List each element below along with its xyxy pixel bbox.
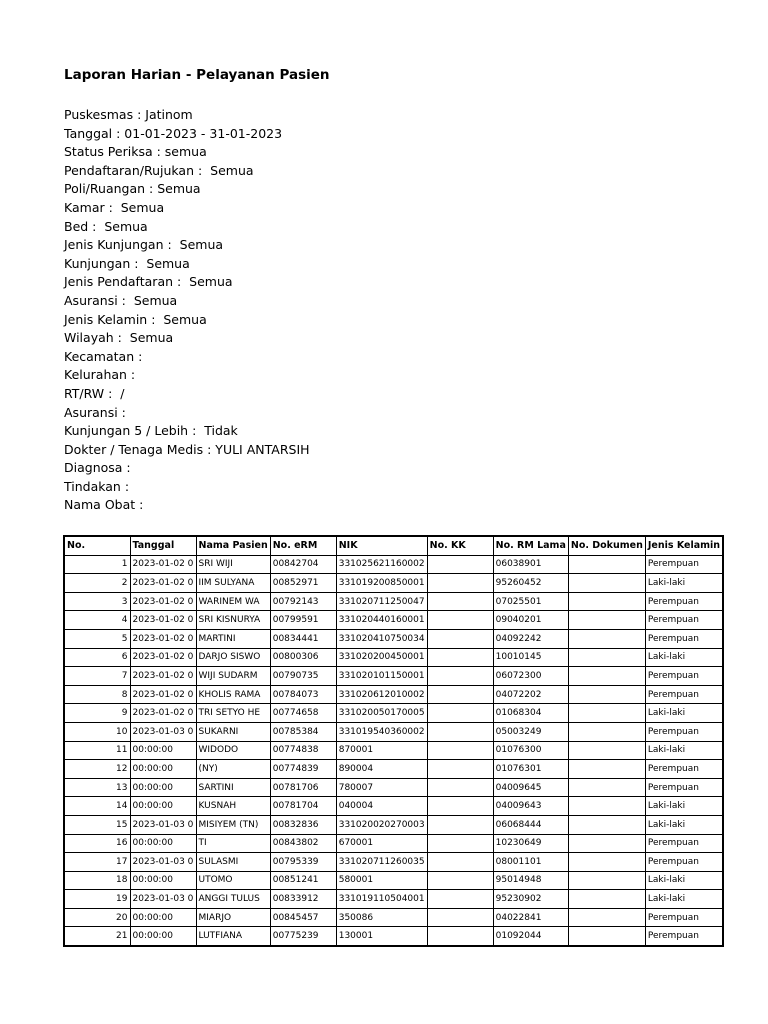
cell-no: 21	[64, 927, 130, 946]
cell-no-rm-lama: 06038901	[493, 555, 568, 574]
cell-no-rm-lama: 01068304	[493, 704, 568, 723]
table-row	[64, 629, 723, 648]
filter-nama-obat: Nama Obat :	[64, 497, 144, 513]
filter-kunjungan-5-lebih: Kunjungan 5 / Lebih : Tidak	[64, 423, 238, 439]
cell-nik: 040004	[336, 797, 427, 816]
cell-jenis-kelamin: Laki-laki	[645, 648, 723, 667]
cell-nama-pasien: TI	[196, 834, 270, 853]
cell-jenis-kelamin: Perempuan	[645, 667, 723, 686]
cell-tanggal: 2023-01-03 0	[130, 890, 196, 909]
filter-wilayah: Wilayah : Semua	[64, 330, 174, 346]
cell-no-kk	[427, 815, 493, 834]
cell-nama-pasien: LUTFIANA	[196, 927, 270, 946]
cell-jenis-kelamin: Perempuan	[645, 853, 723, 872]
header-no-dokumen: No. Dokumen	[568, 536, 645, 555]
cell-no-rm-lama: 95230902	[493, 890, 568, 909]
cell-no-kk	[427, 778, 493, 797]
cell-no-kk	[427, 592, 493, 611]
table-row	[64, 667, 723, 686]
cell-jenis-kelamin: Perempuan	[645, 722, 723, 741]
cell-no: 5	[64, 629, 130, 648]
cell-no-rm-lama: 10010145	[493, 648, 568, 667]
cell-nama-pasien: (NY)	[196, 760, 270, 779]
cell-no-dokumen	[568, 927, 645, 946]
filter-rt-rw: RT/RW : /	[64, 385, 125, 401]
cell-no-kk	[427, 574, 493, 593]
cell-nik: 331025621160002	[336, 555, 427, 574]
cell-no-erm: 00843802	[270, 834, 336, 853]
cell-no-rm-lama: 01092044	[493, 927, 568, 946]
cell-nama-pasien: WIJI SUDARM	[196, 667, 270, 686]
cell-nik: 350086	[336, 908, 427, 927]
table-row	[64, 871, 723, 890]
cell-nama-pasien: DARJO SISWO	[196, 648, 270, 667]
cell-tanggal: 2023-01-03 0	[130, 853, 196, 872]
cell-nama-pasien: SUKARNI	[196, 722, 270, 741]
cell-no-dokumen	[568, 667, 645, 686]
cell-no-kk	[427, 704, 493, 723]
cell-no-rm-lama: 01076300	[493, 741, 568, 760]
cell-no-erm: 00800306	[270, 648, 336, 667]
cell-no-rm-lama: 07025501	[493, 592, 568, 611]
cell-no-dokumen	[568, 797, 645, 816]
cell-no-erm: 00775239	[270, 927, 336, 946]
table-row	[64, 927, 723, 946]
cell-tanggal: 2023-01-03 0	[130, 815, 196, 834]
cell-no-erm: 00781706	[270, 778, 336, 797]
cell-jenis-kelamin: Laki-laki	[645, 871, 723, 890]
cell-jenis-kelamin: Perempuan	[645, 927, 723, 946]
cell-no-dokumen	[568, 722, 645, 741]
filter-kecamatan: Kecamatan :	[64, 348, 143, 364]
cell-no: 12	[64, 760, 130, 779]
cell-no-erm: 00842704	[270, 555, 336, 574]
cell-no-rm-lama: 04022841	[493, 908, 568, 927]
cell-nama-pasien: IIM SULYANA	[196, 574, 270, 593]
cell-no-erm: 00785384	[270, 722, 336, 741]
cell-no: 1	[64, 555, 130, 574]
cell-nik: 890004	[336, 760, 427, 779]
cell-no-rm-lama: 01076301	[493, 760, 568, 779]
cell-jenis-kelamin: Laki-laki	[645, 704, 723, 723]
filter-jenis-kelamin: Jenis Kelamin : Semua	[64, 311, 207, 327]
cell-no: 19	[64, 890, 130, 909]
cell-tanggal: 2023-01-02 0	[130, 704, 196, 723]
table-row	[64, 555, 723, 574]
cell-nik: 331020440160001	[336, 611, 427, 630]
cell-nik: 670001	[336, 834, 427, 853]
filter-dokter: Dokter / Tenaga Medis : YULI ANTARSIH	[64, 441, 310, 457]
cell-no-dokumen	[568, 648, 645, 667]
cell-no-dokumen	[568, 890, 645, 909]
cell-tanggal: 2023-01-02 0	[130, 667, 196, 686]
cell-no-rm-lama: 04072202	[493, 685, 568, 704]
cell-no-dokumen	[568, 574, 645, 593]
cell-no-erm: 00774838	[270, 741, 336, 760]
cell-nama-pasien: TRI SETYO HE	[196, 704, 270, 723]
cell-no: 10	[64, 722, 130, 741]
cell-no: 9	[64, 704, 130, 723]
cell-no-dokumen	[568, 834, 645, 853]
cell-nik: 580001	[336, 871, 427, 890]
cell-jenis-kelamin: Laki-laki	[645, 741, 723, 760]
report-filters	[64, 106, 310, 515]
filter-tanggal: Tanggal : 01-01-2023 - 31-01-2023	[64, 125, 283, 141]
cell-tanggal: 00:00:00	[130, 778, 196, 797]
cell-jenis-kelamin: Laki-laki	[645, 797, 723, 816]
filter-kamar: Kamar : Semua	[64, 199, 165, 215]
table-row	[64, 611, 723, 630]
cell-nik: 331020612010002	[336, 685, 427, 704]
cell-nama-pasien: KHOLIS RAMA	[196, 685, 270, 704]
cell-nama-pasien: MIARJO	[196, 908, 270, 927]
cell-no-erm: 00795339	[270, 853, 336, 872]
header-nik: NIK	[336, 536, 427, 555]
cell-no-kk	[427, 667, 493, 686]
header-nama-pasien: Nama Pasien	[196, 536, 270, 555]
cell-nik: 331020410750034	[336, 629, 427, 648]
cell-jenis-kelamin: Laki-laki	[645, 815, 723, 834]
cell-no-dokumen	[568, 760, 645, 779]
cell-no: 7	[64, 667, 130, 686]
cell-nik: 331020050170005	[336, 704, 427, 723]
cell-tanggal: 2023-01-02 0	[130, 574, 196, 593]
cell-no-dokumen	[568, 555, 645, 574]
cell-tanggal: 2023-01-02 0	[130, 592, 196, 611]
cell-nama-pasien: KUSNAH	[196, 797, 270, 816]
cell-no-kk	[427, 629, 493, 648]
cell-no: 11	[64, 741, 130, 760]
filter-kunjungan: Kunjungan : Semua	[64, 255, 190, 271]
filter-tindakan: Tindakan :	[64, 478, 130, 494]
cell-nama-pasien: WIDODO	[196, 741, 270, 760]
cell-tanggal: 2023-01-02 0	[130, 611, 196, 630]
filter-diagnosa: Diagnosa :	[64, 460, 131, 476]
cell-jenis-kelamin: Perempuan	[645, 555, 723, 574]
filter-kelurahan: Kelurahan :	[64, 367, 136, 383]
cell-no-erm: 00851241	[270, 871, 336, 890]
cell-no-dokumen	[568, 871, 645, 890]
cell-jenis-kelamin: Laki-laki	[645, 890, 723, 909]
patient-table	[63, 535, 724, 947]
cell-nama-pasien: ANGGI TULUS	[196, 890, 270, 909]
cell-no-dokumen	[568, 741, 645, 760]
cell-tanggal: 00:00:00	[130, 927, 196, 946]
cell-no-dokumen	[568, 611, 645, 630]
filter-asuransi-2: Asuransi :	[64, 404, 126, 420]
table-row	[64, 741, 723, 760]
cell-no: 8	[64, 685, 130, 704]
cell-no-erm: 00834441	[270, 629, 336, 648]
cell-no-dokumen	[568, 704, 645, 723]
cell-tanggal: 2023-01-02 0	[130, 648, 196, 667]
cell-nama-pasien: UTOMO	[196, 871, 270, 890]
cell-no-rm-lama: 06072300	[493, 667, 568, 686]
cell-no-dokumen	[568, 908, 645, 927]
cell-no-erm: 00790735	[270, 667, 336, 686]
cell-no-kk	[427, 648, 493, 667]
cell-nama-pasien: MISIYEM (TN)	[196, 815, 270, 834]
cell-jenis-kelamin: Perempuan	[645, 629, 723, 648]
filter-jenis-pendaftaran: Jenis Pendaftaran : Semua	[64, 274, 233, 290]
filter-status-periksa: Status Periksa : semua	[64, 144, 207, 160]
cell-no-kk	[427, 797, 493, 816]
table-row	[64, 853, 723, 872]
cell-nik: 780007	[336, 778, 427, 797]
header-no-kk: No. KK	[427, 536, 493, 555]
cell-nik: 870001	[336, 741, 427, 760]
cell-jenis-kelamin: Perempuan	[645, 592, 723, 611]
cell-jenis-kelamin: Perempuan	[645, 685, 723, 704]
cell-no-rm-lama: 04092242	[493, 629, 568, 648]
table-row	[64, 834, 723, 853]
cell-nama-pasien: SARTINI	[196, 778, 270, 797]
table-header-row	[64, 536, 723, 555]
cell-nik: 331019200850001	[336, 574, 427, 593]
cell-no: 13	[64, 778, 130, 797]
cell-nama-pasien: MARTINI	[196, 629, 270, 648]
cell-no-rm-lama: 05003249	[493, 722, 568, 741]
cell-no-kk	[427, 555, 493, 574]
cell-no: 17	[64, 853, 130, 872]
table-row	[64, 574, 723, 593]
cell-no-dokumen	[568, 592, 645, 611]
cell-tanggal: 00:00:00	[130, 908, 196, 927]
cell-no-erm: 00774658	[270, 704, 336, 723]
cell-no-kk	[427, 611, 493, 630]
cell-tanggal: 00:00:00	[130, 834, 196, 853]
cell-jenis-kelamin: Perempuan	[645, 778, 723, 797]
cell-no-kk	[427, 927, 493, 946]
table-row	[64, 778, 723, 797]
cell-no-erm: 00784073	[270, 685, 336, 704]
cell-jenis-kelamin: Perempuan	[645, 908, 723, 927]
cell-no-rm-lama: 04009643	[493, 797, 568, 816]
cell-nama-pasien: SRI KISNURYA	[196, 611, 270, 630]
cell-no-dokumen	[568, 853, 645, 872]
cell-no-erm: 00852971	[270, 574, 336, 593]
table-row	[64, 648, 723, 667]
cell-nik: 331020101150001	[336, 667, 427, 686]
cell-no-erm: 00845457	[270, 908, 336, 927]
cell-no-kk	[427, 685, 493, 704]
cell-no: 15	[64, 815, 130, 834]
cell-no-erm: 00833912	[270, 890, 336, 909]
cell-no: 3	[64, 592, 130, 611]
cell-no: 4	[64, 611, 130, 630]
cell-no: 6	[64, 648, 130, 667]
cell-no-erm: 00799591	[270, 611, 336, 630]
cell-nama-pasien: SULASMI	[196, 853, 270, 872]
cell-nik: 331019110504001	[336, 890, 427, 909]
cell-jenis-kelamin: Perempuan	[645, 611, 723, 630]
table-row	[64, 685, 723, 704]
table-row	[64, 592, 723, 611]
filter-jenis-kunjungan: Jenis Kunjungan : Semua	[64, 237, 224, 253]
cell-no-kk	[427, 722, 493, 741]
cell-no-kk	[427, 853, 493, 872]
header-no-erm: No. eRM	[270, 536, 336, 555]
cell-no-rm-lama: 95014948	[493, 871, 568, 890]
cell-no-rm-lama: 09040201	[493, 611, 568, 630]
cell-no-kk	[427, 834, 493, 853]
cell-no-kk	[427, 908, 493, 927]
cell-no-kk	[427, 871, 493, 890]
table-row	[64, 797, 723, 816]
cell-tanggal: 00:00:00	[130, 760, 196, 779]
table-row	[64, 722, 723, 741]
cell-tanggal: 2023-01-02 0	[130, 685, 196, 704]
cell-no-erm: 00792143	[270, 592, 336, 611]
cell-nik: 331020711260035	[336, 853, 427, 872]
cell-no-rm-lama: 06068444	[493, 815, 568, 834]
cell-no-dokumen	[568, 778, 645, 797]
cell-no-kk	[427, 741, 493, 760]
header-tanggal: Tanggal	[130, 536, 196, 555]
table-row	[64, 760, 723, 779]
cell-no: 16	[64, 834, 130, 853]
cell-tanggal: 2023-01-02 0	[130, 629, 196, 648]
cell-nik: 130001	[336, 927, 427, 946]
report-title: Laporan Harian - Pelayanan Pasien	[64, 67, 330, 83]
header-no-rm-lama: No. RM Lama	[493, 536, 568, 555]
cell-no-erm: 00781704	[270, 797, 336, 816]
cell-tanggal: 2023-01-02 0	[130, 555, 196, 574]
cell-no-kk	[427, 760, 493, 779]
cell-no: 14	[64, 797, 130, 816]
cell-no-kk	[427, 890, 493, 909]
cell-no-erm: 00774839	[270, 760, 336, 779]
header-no: No.	[64, 536, 130, 555]
table-row	[64, 890, 723, 909]
table-row	[64, 704, 723, 723]
table-row	[64, 815, 723, 834]
cell-no-rm-lama: 95260452	[493, 574, 568, 593]
cell-no: 20	[64, 908, 130, 927]
cell-tanggal: 00:00:00	[130, 741, 196, 760]
cell-jenis-kelamin: Perempuan	[645, 834, 723, 853]
cell-nama-pasien: WARINEM WA	[196, 592, 270, 611]
cell-jenis-kelamin: Perempuan	[645, 760, 723, 779]
cell-no-rm-lama: 08001101	[493, 853, 568, 872]
cell-tanggal: 00:00:00	[130, 797, 196, 816]
cell-no-dokumen	[568, 629, 645, 648]
cell-no: 18	[64, 871, 130, 890]
cell-no-dokumen	[568, 815, 645, 834]
filter-asuransi: Asuransi : Semua	[64, 292, 178, 308]
header-jenis-kelamin: Jenis Kelamin	[645, 536, 723, 555]
cell-nik: 331020711250047	[336, 592, 427, 611]
cell-nama-pasien: SRI WIJI	[196, 555, 270, 574]
cell-nik: 331019540360002	[336, 722, 427, 741]
cell-tanggal: 00:00:00	[130, 871, 196, 890]
cell-no-rm-lama: 10230649	[493, 834, 568, 853]
filter-pendaftaran-rujukan: Pendaftaran/Rujukan : Semua	[64, 162, 254, 178]
cell-no-erm: 00832836	[270, 815, 336, 834]
table-row	[64, 908, 723, 927]
cell-no-rm-lama: 04009645	[493, 778, 568, 797]
filter-poli-ruangan: Poli/Ruangan : Semua	[64, 181, 201, 197]
cell-jenis-kelamin: Laki-laki	[645, 574, 723, 593]
cell-no: 2	[64, 574, 130, 593]
cell-tanggal: 2023-01-03 0	[130, 722, 196, 741]
cell-nik: 331020200450001	[336, 648, 427, 667]
filter-bed: Bed : Semua	[64, 218, 148, 234]
filter-puskesmas: Puskesmas : Jatinom	[64, 107, 193, 122]
cell-nik: 331020020270003	[336, 815, 427, 834]
cell-no-dokumen	[568, 685, 645, 704]
